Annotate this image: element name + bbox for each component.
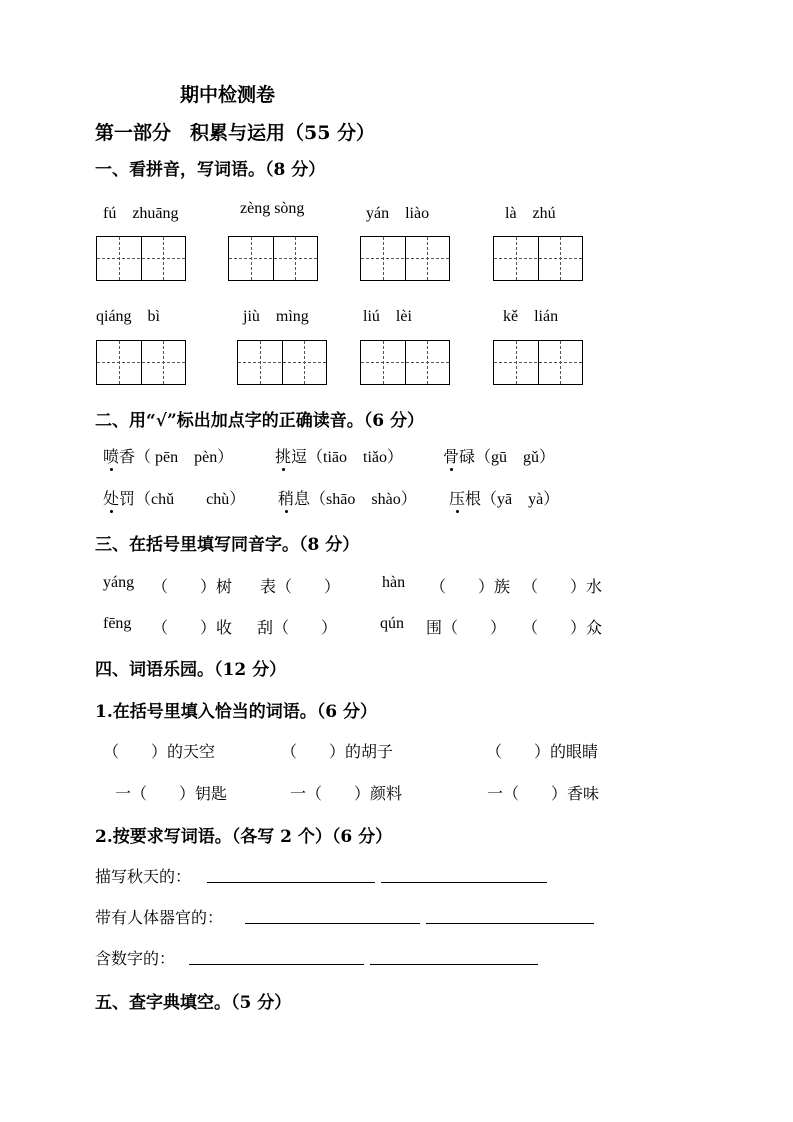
word-prompt: 带有人体器官的： [95, 908, 224, 927]
homophone-blank[interactable]: （ ）树 [152, 577, 233, 596]
answer-line[interactable] [207, 882, 375, 883]
section-5-heading: 五、查字典填空。（5 分） [95, 993, 292, 1013]
word-prompt: 描写秋天的： [95, 867, 192, 886]
word-prompt: 含数字的： [95, 949, 176, 968]
pinyin-prompt: là zhú [505, 205, 556, 222]
answer-line[interactable] [189, 964, 364, 965]
section-4-heading: 四、词语乐园。（12 分） [95, 660, 287, 680]
homophone-pinyin: hàn [382, 574, 406, 591]
answer-line[interactable] [370, 964, 538, 965]
fill-phrase[interactable]: （ ）的胡子 [281, 742, 394, 761]
section-1-heading: 一、看拼音，写词语。（8 分） [95, 160, 326, 180]
homophone-blank[interactable]: 刮（ ） [257, 618, 338, 637]
homophone-blank[interactable]: （ ）族 [430, 577, 511, 596]
fill-phrase[interactable]: （ ）的天空 [103, 742, 216, 761]
section-2-heading: 二、用“√”标出加点字的正确读音。（6 分） [95, 411, 424, 431]
reading-item[interactable]: 处罚（chǔ chù） [103, 486, 245, 509]
fill-phrase[interactable]: 一（ ）香味 [487, 784, 600, 803]
question-4-1: 1.在括号里填入恰当的词语。（6 分） [95, 702, 377, 722]
homophone-blank[interactable]: （ ）水 [522, 577, 603, 596]
writing-box[interactable] [228, 236, 318, 281]
reading-item[interactable]: 稍息（shāo shào） [278, 486, 417, 509]
pinyin-prompt: yán liào [366, 205, 430, 222]
answer-line[interactable] [381, 882, 547, 883]
answer-line[interactable] [245, 923, 420, 924]
homophone-pinyin: fēng [103, 615, 132, 632]
homophone-blank[interactable]: 表（ ） [260, 577, 341, 596]
pinyin-prompt: jiù mìng [243, 308, 309, 325]
fill-phrase[interactable]: （ ）的眼睛 [486, 742, 599, 761]
pinyin-prompt: qiáng bì [96, 308, 160, 325]
writing-box[interactable] [493, 236, 583, 281]
pinyin-prompt: zèng sòng [240, 200, 305, 217]
reading-item[interactable]: 骨碌（gū gǔ） [443, 444, 555, 467]
pinyin-prompt: fú zhuāng [103, 205, 179, 222]
part-one-heading: 第一部分 积累与运用（55 分） [95, 122, 376, 144]
homophone-blank[interactable]: 围（ ） [426, 618, 507, 637]
pinyin-prompt: liú lèi [363, 308, 412, 325]
reading-item[interactable]: 喷香（ pēn pèn） [103, 444, 233, 467]
writing-box[interactable] [360, 236, 450, 281]
writing-box[interactable] [360, 340, 450, 385]
fill-phrase[interactable]: 一（ ）颜料 [290, 784, 403, 803]
question-4-2: 2.按要求写词语。（各写 2 个）（6 分） [95, 827, 393, 847]
section-3-heading: 三、在括号里填写同音字。（8 分） [95, 535, 360, 555]
answer-line[interactable] [426, 923, 594, 924]
homophone-pinyin: yáng [103, 574, 135, 591]
homophone-blank[interactable]: （ ）收 [152, 618, 233, 637]
reading-item[interactable]: 压根（yā yà） [449, 486, 559, 509]
writing-box[interactable] [493, 340, 583, 385]
homophone-blank[interactable]: （ ）众 [522, 618, 603, 637]
homophone-pinyin: qún [380, 615, 404, 632]
pinyin-prompt: kě lián [503, 308, 559, 325]
fill-phrase[interactable]: 一（ ）钥匙 [115, 784, 228, 803]
writing-box[interactable] [237, 340, 327, 385]
writing-box[interactable] [96, 340, 186, 385]
writing-box[interactable] [96, 236, 186, 281]
page-title: 期中检测卷 [180, 84, 276, 106]
reading-item[interactable]: 挑逗（tiāo tiǎo） [275, 444, 403, 467]
